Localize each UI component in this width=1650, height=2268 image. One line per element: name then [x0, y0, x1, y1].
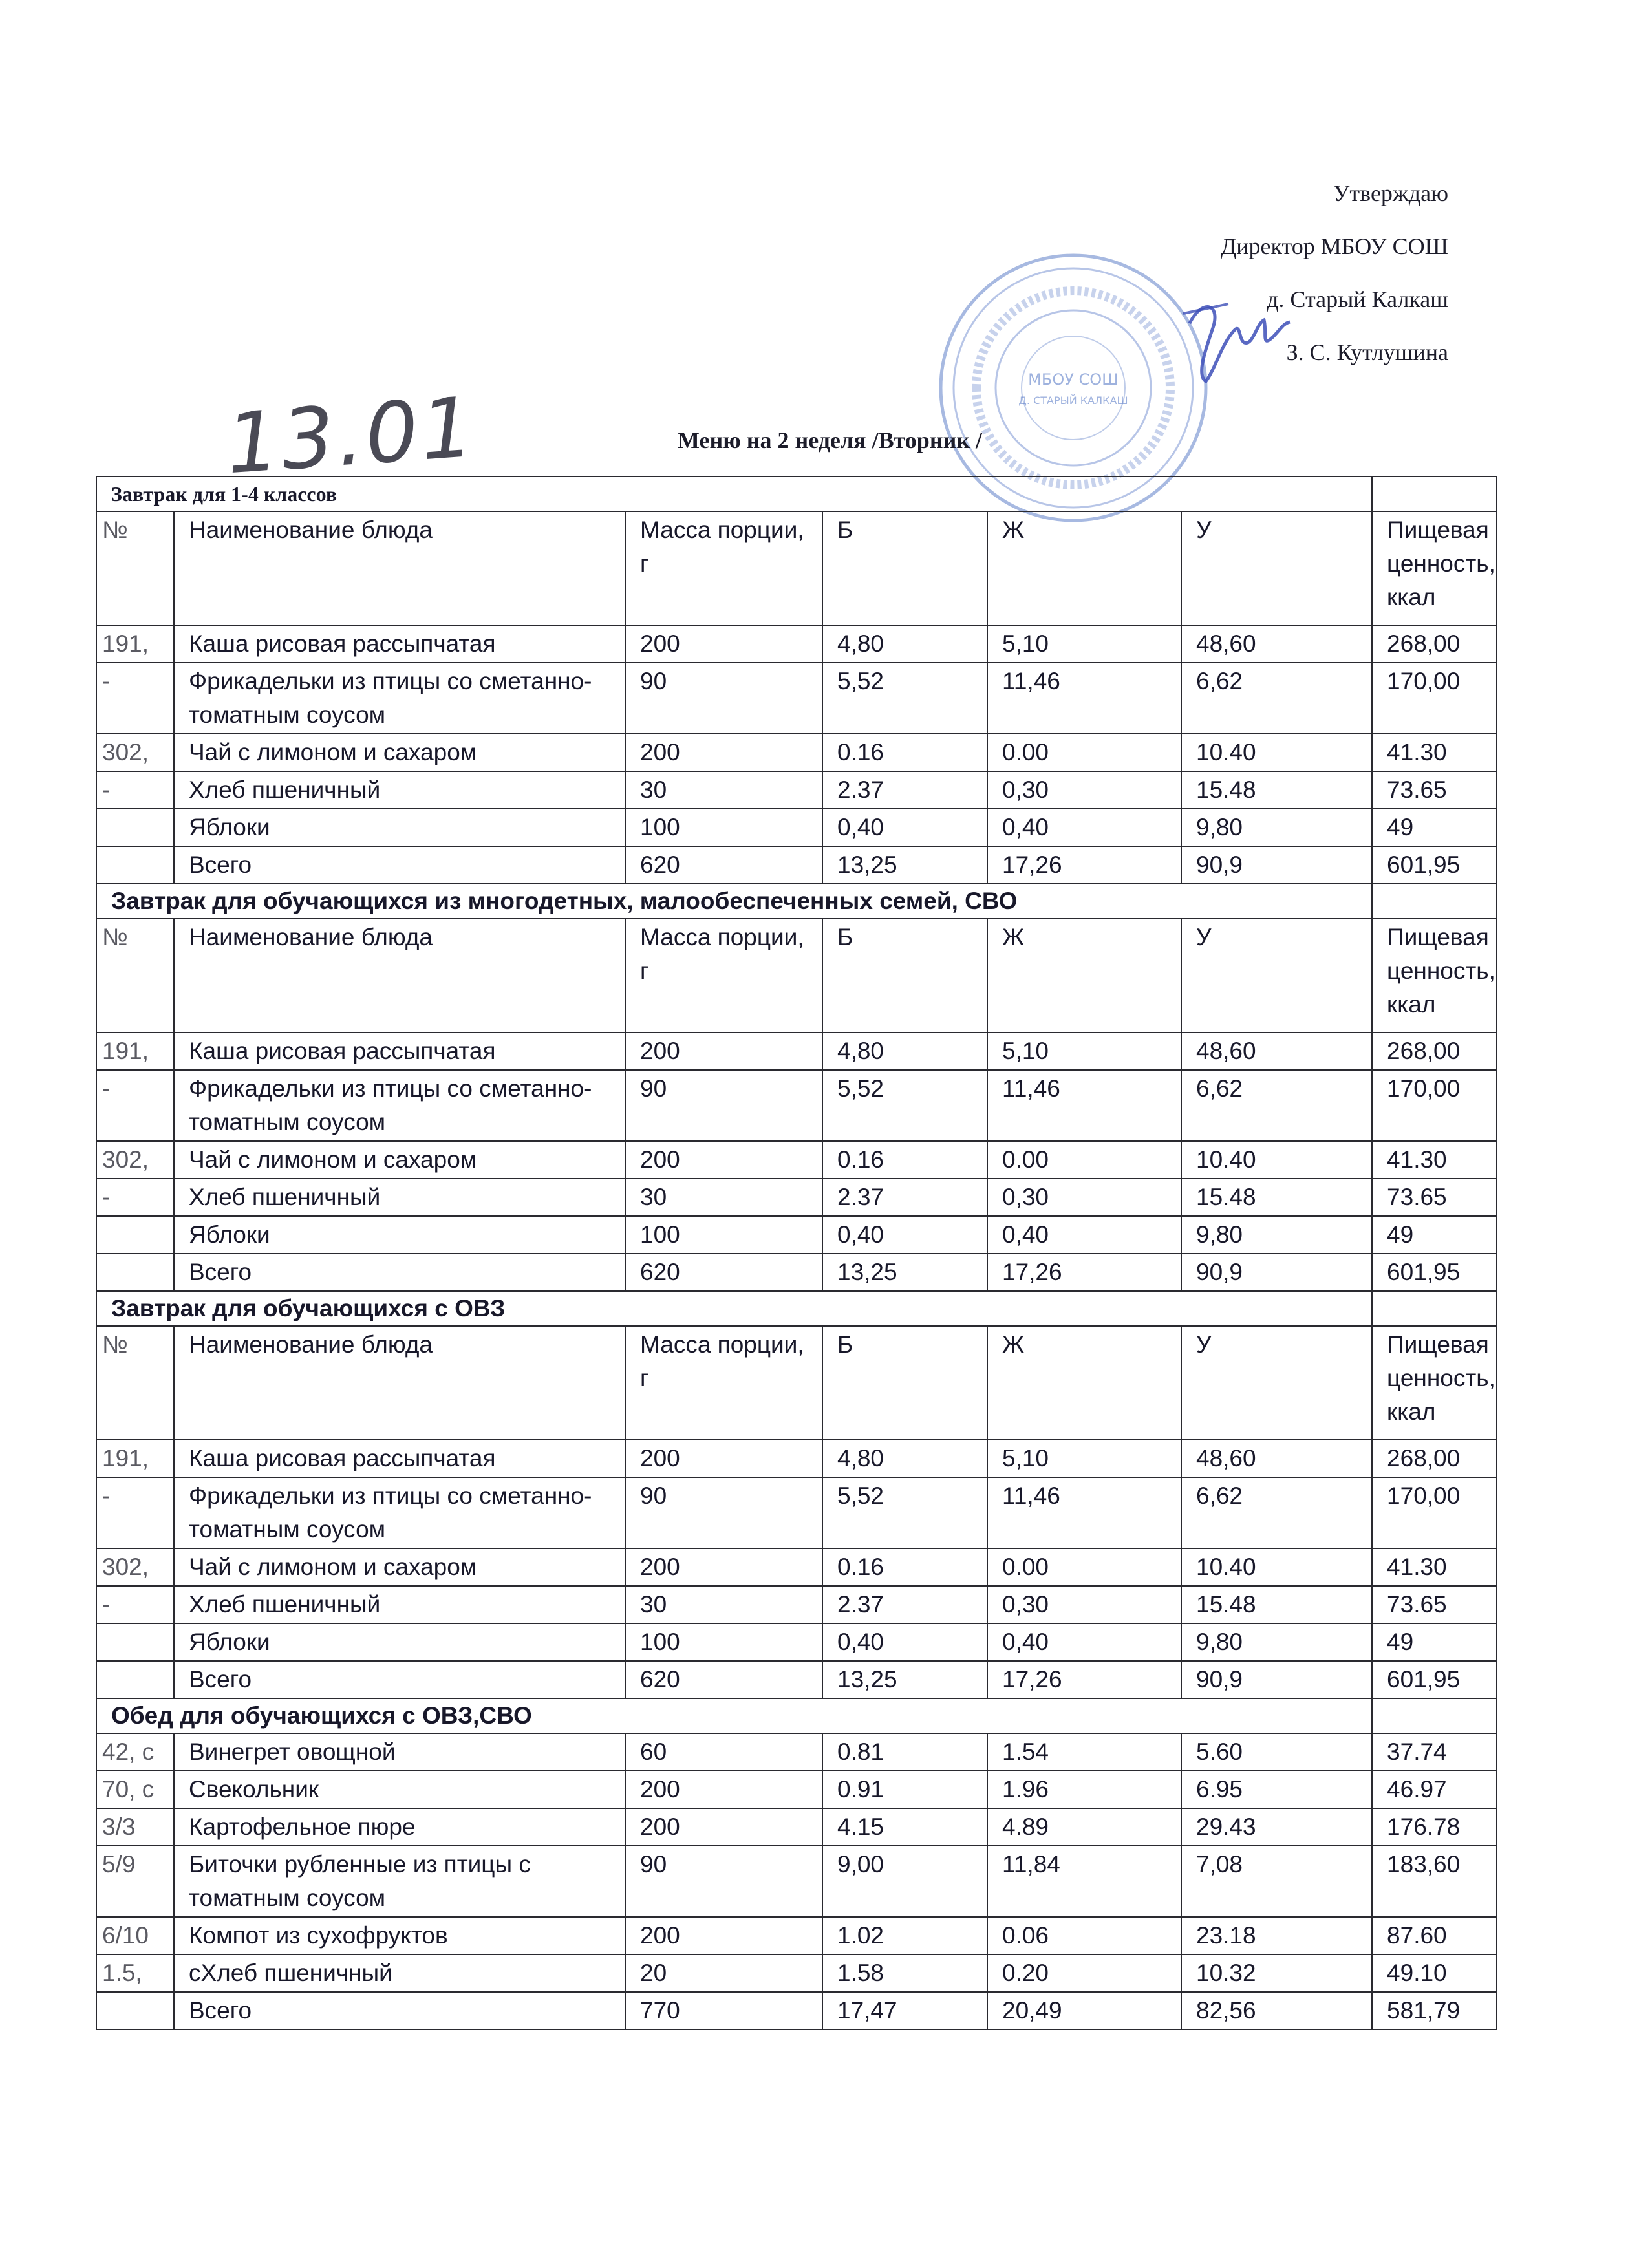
cell-u: 9,80	[1181, 809, 1372, 846]
cell-name: Яблоки	[174, 1216, 625, 1254]
cell-kcal: 73.65	[1372, 1586, 1497, 1623]
column-header-kcal: Пищевая ценность, ккал	[1372, 511, 1497, 625]
approval-line-1: Утверждаю	[1333, 180, 1448, 206]
cell-mass: 90	[625, 1477, 822, 1548]
cell-b: 0.16	[822, 1548, 987, 1586]
cell-num: -	[96, 1477, 174, 1548]
cell-kcal: 46.97	[1372, 1771, 1497, 1808]
cell-b: 1.02	[822, 1917, 987, 1954]
cell-num	[96, 1254, 174, 1291]
cell-num: -	[96, 771, 174, 809]
cell-b: 13,25	[822, 1661, 987, 1698]
cell-mass: 200	[625, 1032, 822, 1070]
cell-u: 7,08	[1181, 1846, 1372, 1917]
table-row	[96, 1771, 1497, 1808]
cell-num: 191,	[96, 1032, 174, 1070]
cell-zh: 11,46	[987, 663, 1181, 734]
cell-name: Картофельное пюре	[174, 1808, 625, 1846]
cell-zh: 0,30	[987, 1179, 1181, 1216]
column-header-u: У	[1181, 1326, 1372, 1440]
cell-mass: 60	[625, 1733, 822, 1771]
cell-name: Фрикадельки из птицы со сметанно-томатным соусом	[174, 663, 625, 734]
cell-name: Каша рисовая рассыпчатая	[174, 625, 625, 663]
column-header-zh: Ж	[987, 919, 1181, 1032]
column-header-b: Б	[822, 1326, 987, 1440]
cell-name: Винегрет овощной	[174, 1733, 625, 1771]
table-row	[96, 1254, 1497, 1291]
section-header-row	[96, 476, 1497, 511]
column-header-mass: Масса порции, г	[625, 919, 822, 1032]
column-header-zh: Ж	[987, 1326, 1181, 1440]
cell-u: 15.48	[1181, 1586, 1372, 1623]
column-header-row	[96, 511, 1497, 625]
cell-u: 6.95	[1181, 1771, 1372, 1808]
cell-num: 5/9	[96, 1846, 174, 1917]
cell-kcal: 170,00	[1372, 1070, 1497, 1141]
cell-kcal: 268,00	[1372, 625, 1497, 663]
cell-zh: 0.20	[987, 1954, 1181, 1992]
cell-mass: 30	[625, 771, 822, 809]
section-title: Завтрак для обучающихся с ОВЗ	[96, 1291, 1372, 1326]
table-row	[96, 1954, 1497, 1992]
cell-mass: 90	[625, 663, 822, 734]
cell-kcal: 170,00	[1372, 1477, 1497, 1548]
table-row	[96, 1548, 1497, 1586]
cell-b: 13,25	[822, 846, 987, 884]
cell-u: 90,9	[1181, 1661, 1372, 1698]
cell-mass: 30	[625, 1586, 822, 1623]
cell-kcal: 41.30	[1372, 734, 1497, 771]
cell-zh: 0,40	[987, 1623, 1181, 1661]
section-title-empty-cell	[1372, 476, 1497, 511]
table-row	[96, 1032, 1497, 1070]
cell-b: 4.15	[822, 1808, 987, 1846]
approval-line-2: Директор МБОУ СОШ	[1220, 233, 1448, 259]
cell-b: 5,52	[822, 1477, 987, 1548]
cell-u: 15.48	[1181, 1179, 1372, 1216]
cell-mass: 200	[625, 1440, 822, 1477]
cell-name: Хлеб пшеничный	[174, 1179, 625, 1216]
cell-zh: 5,10	[987, 625, 1181, 663]
cell-kcal: 581,79	[1372, 1992, 1497, 2029]
cell-u: 90,9	[1181, 1254, 1372, 1291]
cell-kcal: 601,95	[1372, 1661, 1497, 1698]
cell-mass: 100	[625, 809, 822, 846]
cell-b: 13,25	[822, 1254, 987, 1291]
cell-name: Всего	[174, 1992, 625, 2029]
cell-num: -	[96, 1070, 174, 1141]
cell-kcal: 49	[1372, 1623, 1497, 1661]
column-header-u: У	[1181, 511, 1372, 625]
section-title-empty-cell	[1372, 884, 1497, 919]
cell-mass: 200	[625, 1141, 822, 1179]
cell-mass: 200	[625, 1917, 822, 1954]
cell-u: 9,80	[1181, 1623, 1372, 1661]
table-row	[96, 1477, 1497, 1548]
column-header-b: Б	[822, 511, 987, 625]
approval-line-4: З. С. Кутлушина	[1286, 339, 1448, 365]
cell-zh: 1.54	[987, 1733, 1181, 1771]
cell-num: 70, с	[96, 1771, 174, 1808]
table-row	[96, 734, 1497, 771]
cell-u: 29.43	[1181, 1808, 1372, 1846]
column-header-name: Наименование блюда	[174, 1326, 625, 1440]
cell-zh: 1.96	[987, 1771, 1181, 1808]
cell-kcal: 49.10	[1372, 1954, 1497, 1992]
cell-kcal: 49	[1372, 809, 1497, 846]
table-row	[96, 1992, 1497, 2029]
column-header-zh: Ж	[987, 511, 1181, 625]
table-row	[96, 1917, 1497, 1954]
cell-name: Хлеб пшеничный	[174, 1586, 625, 1623]
cell-zh: 0.00	[987, 1548, 1181, 1586]
cell-u: 82,56	[1181, 1992, 1372, 2029]
section-title-empty-cell	[1372, 1698, 1497, 1733]
cell-u: 23.18	[1181, 1917, 1372, 1954]
table-row	[96, 1440, 1497, 1477]
cell-zh: 17,26	[987, 1254, 1181, 1291]
cell-mass: 620	[625, 1661, 822, 1698]
cell-zh: 17,26	[987, 1661, 1181, 1698]
cell-u: 15.48	[1181, 771, 1372, 809]
cell-b: 9,00	[822, 1846, 987, 1917]
cell-b: 0.91	[822, 1771, 987, 1808]
cell-kcal: 87.60	[1372, 1917, 1497, 1954]
cell-zh: 0,40	[987, 1216, 1181, 1254]
section-title: Завтрак для 1-4 классов	[96, 476, 1372, 511]
cell-zh: 17,26	[987, 846, 1181, 884]
cell-zh: 20,49	[987, 1992, 1181, 2029]
cell-name: Компот из сухофруктов	[174, 1917, 625, 1954]
cell-num: -	[96, 1179, 174, 1216]
cell-num	[96, 809, 174, 846]
cell-num	[96, 1992, 174, 2029]
column-header-row	[96, 919, 1497, 1032]
cell-kcal: 37.74	[1372, 1733, 1497, 1771]
cell-mass: 620	[625, 846, 822, 884]
cell-mass: 200	[625, 1808, 822, 1846]
cell-num	[96, 1216, 174, 1254]
column-header-num: №	[96, 919, 174, 1032]
cell-b: 2.37	[822, 1586, 987, 1623]
cell-name: Всего	[174, 1661, 625, 1698]
section-title: Завтрак для обучающихся из многодетных, малообеспеченных семей, СВО	[96, 884, 1372, 919]
table-row	[96, 1808, 1497, 1846]
cell-kcal: 268,00	[1372, 1440, 1497, 1477]
cell-name: Всего	[174, 846, 625, 884]
cell-num	[96, 846, 174, 884]
cell-zh: 4.89	[987, 1808, 1181, 1846]
cell-name: Яблоки	[174, 1623, 625, 1661]
cell-name: Чай с лимоном и сахаром	[174, 1548, 625, 1586]
table-row	[96, 625, 1497, 663]
cell-b: 4,80	[822, 1440, 987, 1477]
cell-b: 2.37	[822, 771, 987, 809]
column-header-b: Б	[822, 919, 987, 1032]
cell-kcal: 601,95	[1372, 846, 1497, 884]
cell-kcal: 601,95	[1372, 1254, 1497, 1291]
section-header-row	[96, 1291, 1497, 1326]
cell-name: Каша рисовая рассыпчатая	[174, 1440, 625, 1477]
table-row	[96, 1661, 1497, 1698]
cell-b: 0,40	[822, 1623, 987, 1661]
cell-name: Всего	[174, 1254, 625, 1291]
cell-mass: 90	[625, 1070, 822, 1141]
table-row	[96, 1623, 1497, 1661]
cell-u: 90,9	[1181, 846, 1372, 884]
section-header-row	[96, 884, 1497, 919]
cell-name: Каша рисовая рассыпчатая	[174, 1032, 625, 1070]
cell-b: 0,40	[822, 809, 987, 846]
cell-u: 6,62	[1181, 1477, 1372, 1548]
cell-b: 0.16	[822, 734, 987, 771]
handwritten-date: 13.01	[223, 379, 480, 493]
cell-name: Свекольник	[174, 1771, 625, 1808]
cell-num	[96, 1623, 174, 1661]
column-header-name: Наименование блюда	[174, 511, 625, 625]
svg-text:МБОУ СОШ: МБОУ СОШ	[1028, 370, 1119, 389]
cell-kcal: 49	[1372, 1216, 1497, 1254]
column-header-num: №	[96, 1326, 174, 1440]
cell-num: -	[96, 1586, 174, 1623]
cell-zh: 0,30	[987, 771, 1181, 809]
cell-kcal: 73.65	[1372, 1179, 1497, 1216]
column-header-mass: Масса порции, г	[625, 511, 822, 625]
approval-line-3: д. Старый Калкаш	[1267, 286, 1448, 312]
table-row	[96, 1733, 1497, 1771]
cell-zh: 5,10	[987, 1032, 1181, 1070]
cell-kcal: 176.78	[1372, 1808, 1497, 1846]
cell-zh: 0,30	[987, 1586, 1181, 1623]
cell-zh: 0.00	[987, 1141, 1181, 1179]
cell-u: 48,60	[1181, 1032, 1372, 1070]
cell-u: 9,80	[1181, 1216, 1372, 1254]
cell-name: Биточки рубленные из птицы с томатным соусом	[174, 1846, 625, 1917]
cell-num: 302,	[96, 1548, 174, 1586]
page-title: Меню на 2 неделя /Вторник /	[678, 427, 983, 453]
table-row	[96, 809, 1497, 846]
cell-num: 6/10	[96, 1917, 174, 1954]
column-header-num: №	[96, 511, 174, 625]
cell-kcal: 73.65	[1372, 771, 1497, 809]
cell-mass: 620	[625, 1254, 822, 1291]
table-row	[96, 1216, 1497, 1254]
table-row	[96, 1846, 1497, 1917]
cell-mass: 200	[625, 1548, 822, 1586]
column-header-kcal: Пищевая ценность, ккал	[1372, 919, 1497, 1032]
cell-num: 302,	[96, 1141, 174, 1179]
table-row	[96, 771, 1497, 809]
cell-u: 48,60	[1181, 625, 1372, 663]
cell-b: 1.58	[822, 1954, 987, 1992]
cell-zh: 0,40	[987, 809, 1181, 846]
cell-name: сХлеб пшеничный	[174, 1954, 625, 1992]
table-row	[96, 1141, 1497, 1179]
cell-kcal: 183,60	[1372, 1846, 1497, 1917]
cell-u: 10.40	[1181, 734, 1372, 771]
cell-b: 4,80	[822, 625, 987, 663]
cell-b: 5,52	[822, 1070, 987, 1141]
cell-num	[96, 1661, 174, 1698]
cell-mass: 20	[625, 1954, 822, 1992]
cell-num: 191,	[96, 1440, 174, 1477]
column-header-mass: Масса порции, г	[625, 1326, 822, 1440]
cell-u: 48,60	[1181, 1440, 1372, 1477]
cell-mass: 90	[625, 1846, 822, 1917]
signature-icon	[1177, 284, 1293, 388]
cell-name: Хлеб пшеничный	[174, 771, 625, 809]
table-row	[96, 1179, 1497, 1216]
cell-zh: 11,46	[987, 1070, 1181, 1141]
cell-u: 6,62	[1181, 1070, 1372, 1141]
section-title-empty-cell	[1372, 1291, 1497, 1326]
cell-zh: 5,10	[987, 1440, 1181, 1477]
cell-mass: 200	[625, 1771, 822, 1808]
cell-mass: 200	[625, 625, 822, 663]
section-header-row	[96, 1698, 1497, 1733]
cell-b: 17,47	[822, 1992, 987, 2029]
cell-name: Фрикадельки из птицы со сметанно-томатным соусом	[174, 1070, 625, 1141]
column-header-row	[96, 1326, 1497, 1440]
cell-b: 4,80	[822, 1032, 987, 1070]
cell-b: 0,40	[822, 1216, 987, 1254]
cell-name: Чай с лимоном и сахаром	[174, 1141, 625, 1179]
table-row	[96, 1586, 1497, 1623]
cell-kcal: 41.30	[1372, 1141, 1497, 1179]
cell-u: 10.40	[1181, 1548, 1372, 1586]
cell-b: 0.16	[822, 1141, 987, 1179]
cell-mass: 200	[625, 734, 822, 771]
cell-name: Фрикадельки из птицы со сметанно-томатным соусом	[174, 1477, 625, 1548]
cell-zh: 11,84	[987, 1846, 1181, 1917]
cell-mass: 770	[625, 1992, 822, 2029]
table-row	[96, 663, 1497, 734]
cell-num: 1.5,	[96, 1954, 174, 1992]
table-row	[96, 846, 1497, 884]
cell-b: 2.37	[822, 1179, 987, 1216]
cell-num: -	[96, 663, 174, 734]
cell-mass: 100	[625, 1216, 822, 1254]
cell-u: 6,62	[1181, 663, 1372, 734]
cell-num: 42, с	[96, 1733, 174, 1771]
section-title: Обед для обучающихся с ОВЗ,СВО	[96, 1698, 1372, 1733]
cell-b: 5,52	[822, 663, 987, 734]
cell-zh: 11,46	[987, 1477, 1181, 1548]
cell-zh: 0.06	[987, 1917, 1181, 1954]
cell-zh: 0.00	[987, 734, 1181, 771]
cell-num: 302,	[96, 734, 174, 771]
table-row	[96, 1070, 1497, 1141]
column-header-name: Наименование блюда	[174, 919, 625, 1032]
cell-num: 3/3	[96, 1808, 174, 1846]
cell-mass: 30	[625, 1179, 822, 1216]
cell-kcal: 268,00	[1372, 1032, 1497, 1070]
cell-u: 10.40	[1181, 1141, 1372, 1179]
cell-num: 191,	[96, 625, 174, 663]
cell-b: 0.81	[822, 1733, 987, 1771]
cell-kcal: 170,00	[1372, 663, 1497, 734]
cell-kcal: 41.30	[1372, 1548, 1497, 1586]
cell-mass: 100	[625, 1623, 822, 1661]
cell-name: Яблоки	[174, 809, 625, 846]
cell-name: Чай с лимоном и сахаром	[174, 734, 625, 771]
column-header-u: У	[1181, 919, 1372, 1032]
svg-text:Д. СТАРЫЙ КАЛКАШ: Д. СТАРЫЙ КАЛКАШ	[1018, 394, 1128, 407]
cell-u: 10.32	[1181, 1954, 1372, 1992]
cell-u: 5.60	[1181, 1733, 1372, 1771]
column-header-kcal: Пищевая ценность, ккал	[1372, 1326, 1497, 1440]
menu-table	[96, 476, 1497, 2030]
